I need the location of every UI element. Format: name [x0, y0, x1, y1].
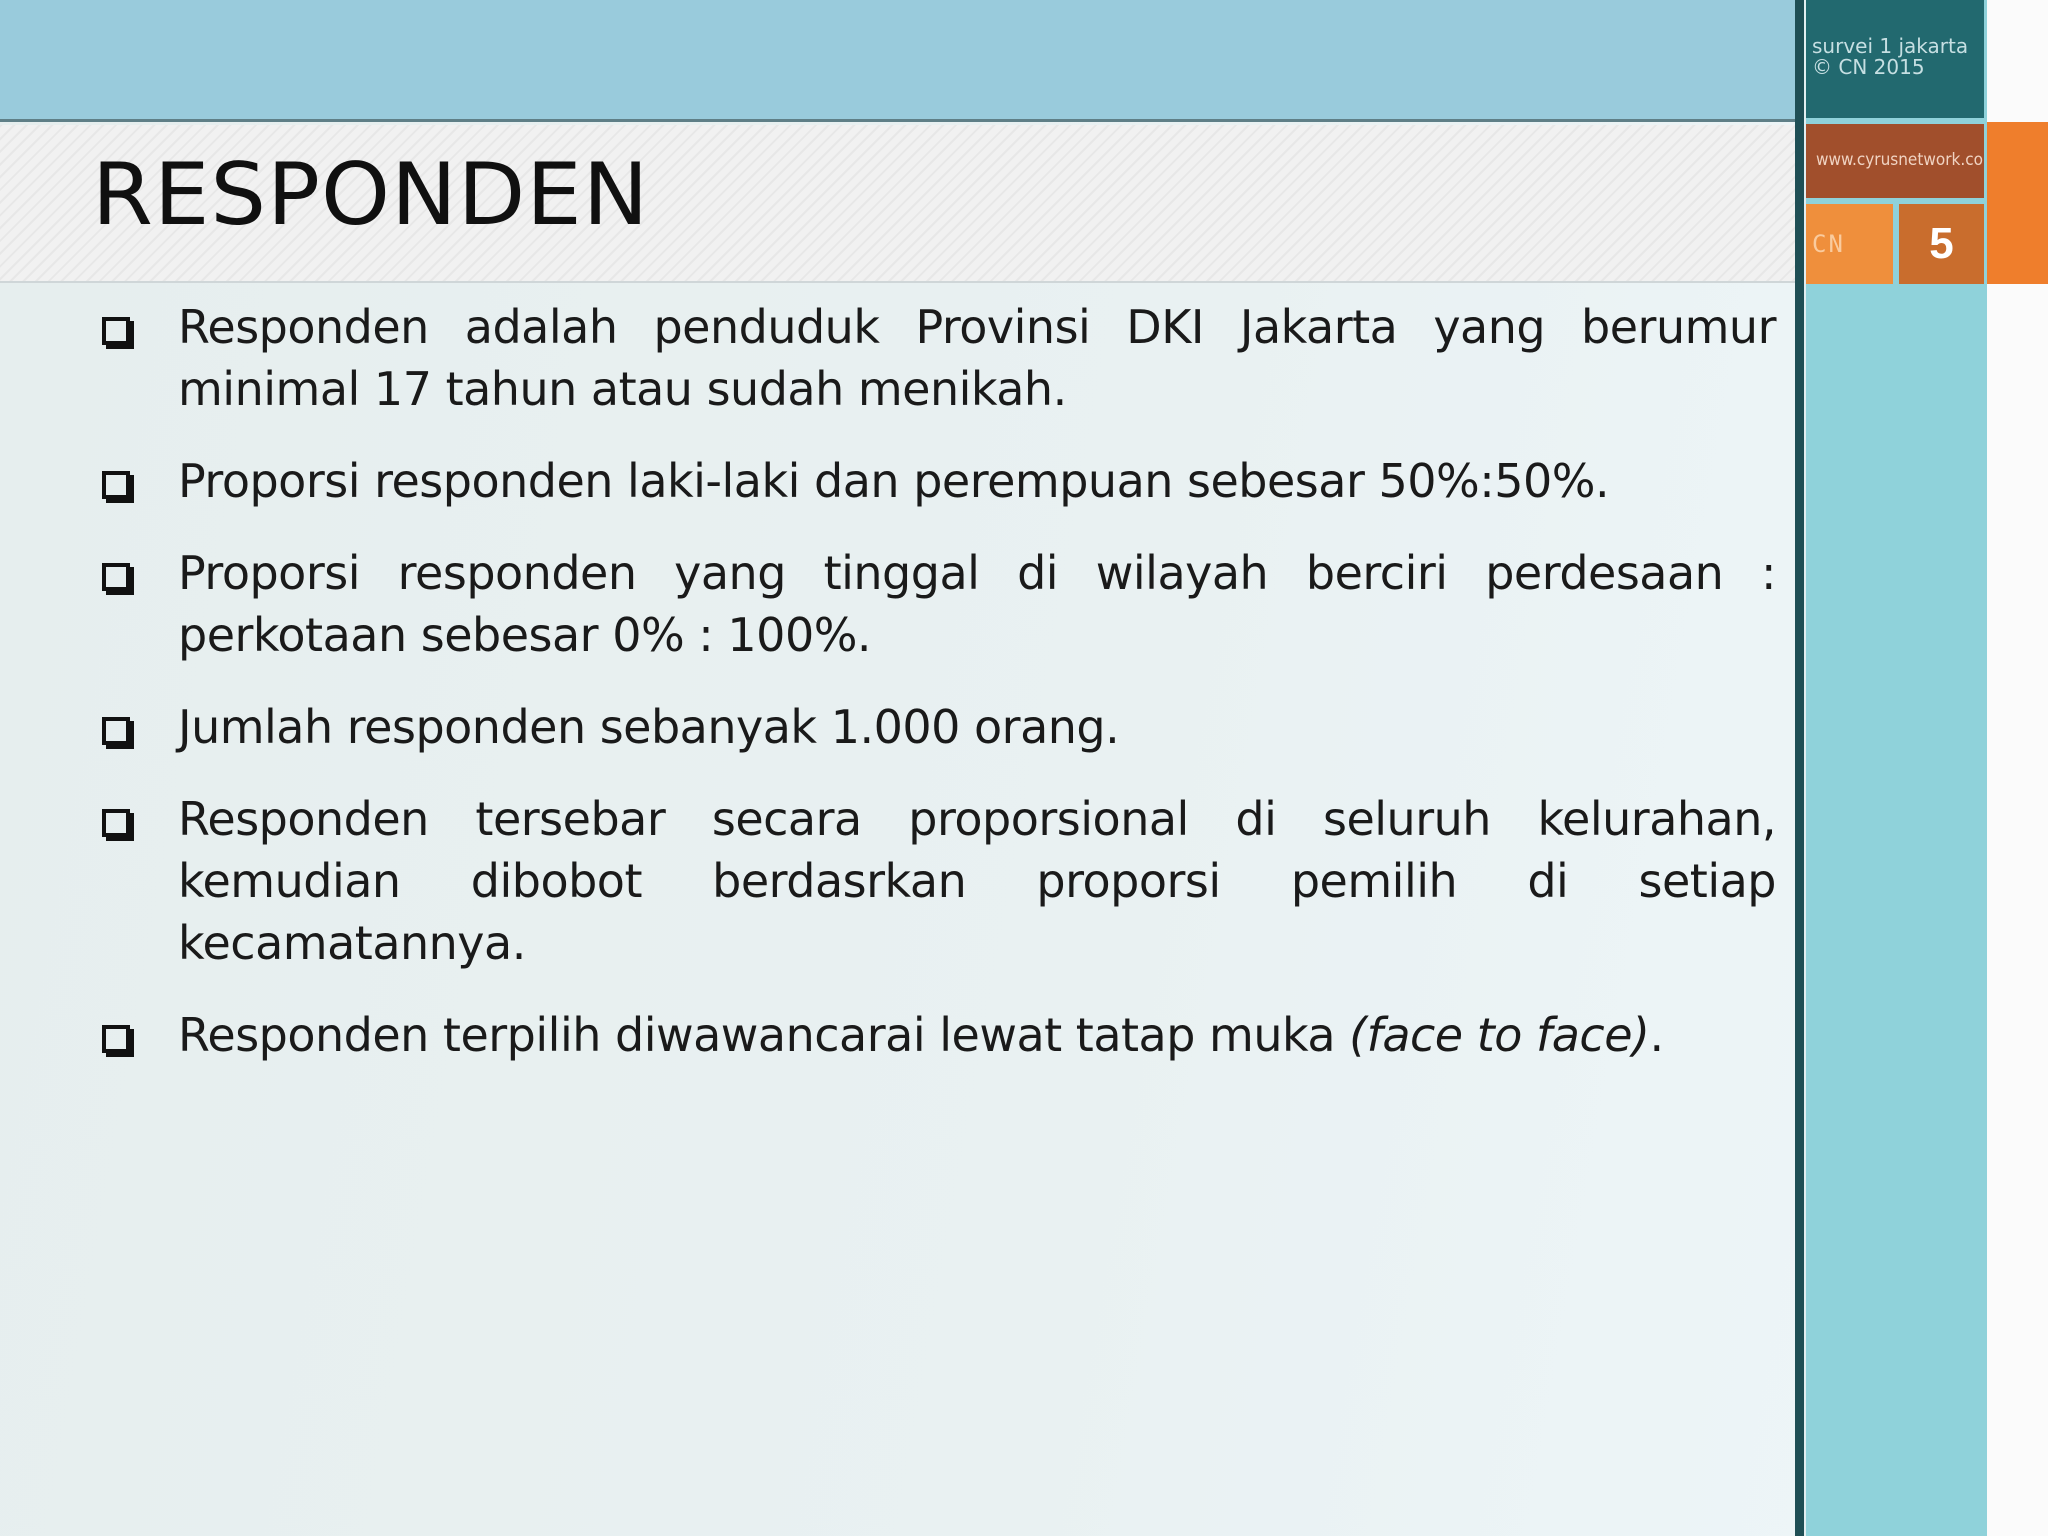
slide-title: RESPONDEN — [92, 145, 650, 245]
edge-strip-top — [1987, 0, 2048, 122]
header-band — [0, 0, 1795, 122]
edge-strip — [1987, 284, 2048, 1536]
bullet-list — [96, 296, 1776, 1096]
bullet-text: Responden tersebar secara proporsional di seluruh kelurahan, kemudian dibobot berdasrkan proporsi pemilih di setiap kecamatannya. — [178, 792, 1776, 970]
copyright-line-1: survei 1 jakarta — [1812, 34, 1969, 58]
checkbox-bullet-icon — [102, 809, 130, 837]
checkbox-bullet-icon — [102, 1025, 130, 1053]
bullet-emphasis: (face to face) — [1349, 1008, 1650, 1062]
checkbox-bullet-icon — [102, 717, 130, 745]
website-link[interactable]: www.cyrusnetwork.co — [1816, 150, 1983, 170]
bullet-text: Proporsi responden laki-laki dan perempuan sebesar 50%:50%. — [178, 454, 1610, 508]
checkbox-bullet-icon — [102, 471, 130, 499]
sidebar-divider — [1795, 0, 1804, 1536]
bullet-item — [96, 1004, 1776, 1066]
cn-logo-icon: CN — [1812, 230, 1845, 258]
checkbox-bullet-icon — [102, 317, 130, 345]
page-number: 5 — [1929, 219, 1954, 268]
bullet-item — [96, 788, 1776, 974]
bullet-item — [96, 296, 1776, 420]
bullet-item — [96, 450, 1776, 512]
bullet-text: Jumlah responden sebanyak 1.000 orang. — [178, 700, 1120, 754]
bullet-item — [96, 542, 1776, 666]
bullet-suffix: . — [1649, 1008, 1664, 1062]
bullet-item — [96, 696, 1776, 758]
accent-strip — [1987, 122, 2048, 284]
bullet-text: Proporsi responden yang tinggal di wilayah berciri perdesaan : perkotaan sebesar 0% : 100%. — [178, 546, 1776, 662]
checkbox-bullet-icon — [102, 563, 130, 591]
copyright-line-2: © CN 2015 — [1812, 55, 1925, 79]
bullet-text: Responden terpilih diwawancarai lewat tatap muka — [178, 1008, 1350, 1062]
copyright-text — [1812, 36, 1968, 78]
bullet-text: Responden adalah penduduk Provinsi DKI Jakarta yang berumur minimal 17 tahun atau sudah menikah. — [178, 300, 1776, 416]
